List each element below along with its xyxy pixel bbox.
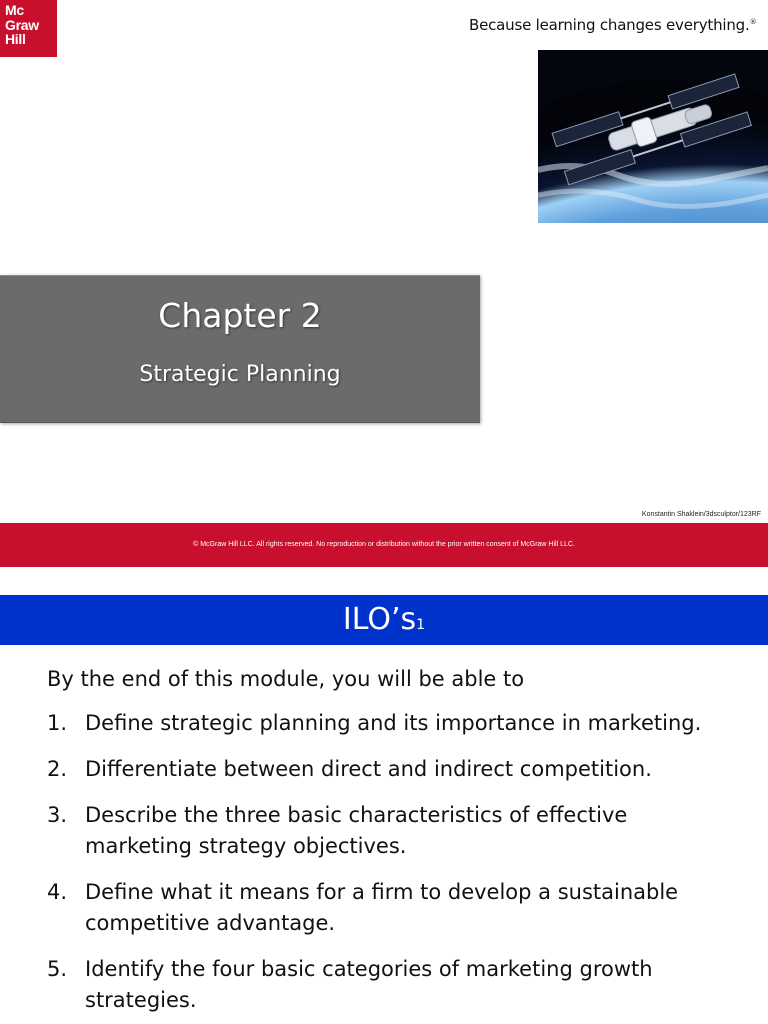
- objective-item: 3. Describe the three basic characteristics of effective marketing strategy objectives.: [47, 803, 628, 858]
- ilo-header: [0, 595, 768, 645]
- chapter-title: Chapter 2: [158, 296, 322, 335]
- objective-item: 1. Define strategic planning and its importance in marketing.: [47, 711, 702, 735]
- objective-item: 5. Identify the four basic categories of marketing growth strategies.: [47, 957, 653, 1012]
- intro-text: By the end of this module, you will be able to: [47, 667, 525, 691]
- chapter-title-box: [0, 275, 480, 423]
- objective-item: 4. Define what it means for a firm to develop a sustainable competitive advantage.: [47, 880, 679, 935]
- ilo-title: ILO’s: [342, 602, 417, 637]
- objective-item: 2. Differentiate between direct and indirect competition.: [47, 757, 652, 781]
- photo-credit: Konstantin Shaklein/3dsculptor/123RF: [641, 511, 761, 518]
- mcgraw-hill-logo: Mc Graw Hill: [0, 0, 57, 57]
- copyright-bar: © McGraw Hill LLC. All rights reserved. No reproduction or distribution without the prior written consent of McGraw Hill LLC.: [0, 523, 768, 567]
- tagline: Because learning changes everything.®: [469, 16, 757, 34]
- chapter-subtitle: Strategic Planning: [139, 362, 341, 387]
- ilo-subscript: 1: [416, 617, 426, 633]
- ilo-slide: [0, 575, 768, 1024]
- space-station-image: [538, 50, 768, 223]
